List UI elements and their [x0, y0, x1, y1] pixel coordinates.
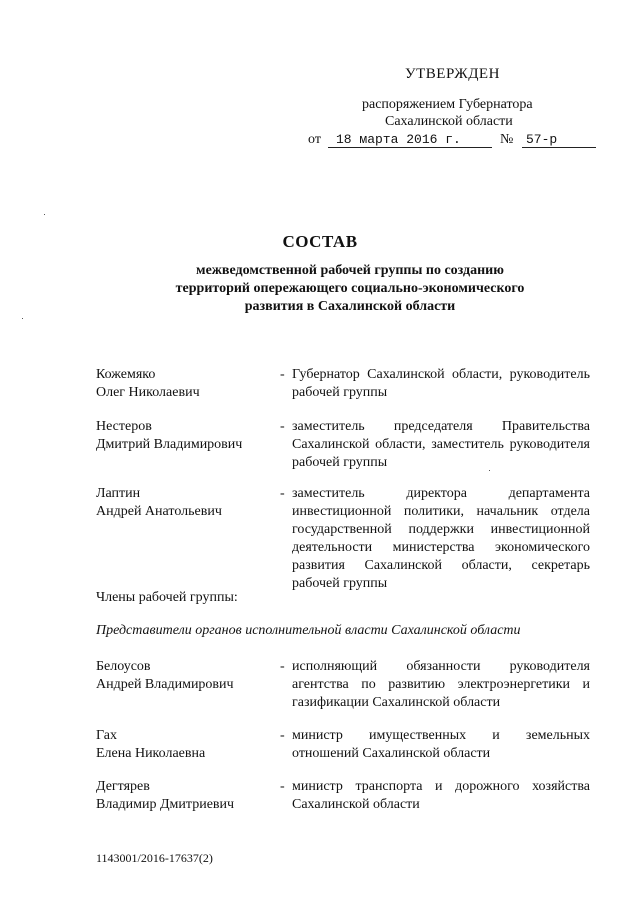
scan-speck	[489, 470, 490, 471]
member-dash: -	[280, 367, 285, 382]
member-role: министр имущественных и земельных отношений Сахалинской области	[292, 728, 590, 761]
order-date-field: 18 марта 2016 г.	[328, 132, 492, 148]
member-role: Губернатор Сахалинской области, руководитель рабочей группы	[292, 367, 590, 400]
number-label: №	[500, 132, 514, 147]
member-surname: Белоусов	[96, 659, 151, 674]
scan-speck	[44, 214, 45, 215]
member-name	[96, 778, 271, 814]
member-role: исполняющий обязанности руководителя агентства по развитию электроэнергетики и газификации Сахалинской области	[292, 659, 590, 710]
member-surname: Кожемяко	[96, 367, 156, 382]
member-given-names: Дмитрий Владимирович	[96, 437, 243, 452]
approved-heading: УТВЕРЖДЕН	[405, 66, 500, 82]
document-title: СОСТАВ	[282, 232, 358, 251]
scan-speck	[22, 318, 23, 319]
member-given-names: Владимир Дмитриевич	[96, 797, 235, 812]
member-surname: Дегтярев	[96, 779, 150, 794]
members-label: Члены рабочей группы:	[96, 590, 238, 605]
member-name	[96, 485, 271, 521]
member-dash: -	[280, 486, 285, 501]
member-surname: Нестеров	[96, 419, 152, 434]
member-given-names: Андрей Владимирович	[96, 677, 234, 692]
document-registration-code: 1143001/2016-17637(2)	[96, 851, 213, 865]
section-label: Представители органов исполнительной власти Сахалинской области	[96, 623, 521, 638]
member-dash: -	[280, 659, 285, 674]
order-number-field: 57-р	[522, 132, 596, 148]
member-role: заместитель директора департамента инвестиционной политики, начальник отдела государственной поддержки инвестиционной деятельности министерства экономического развития Сахалинской области, секретарь рабочей группы	[292, 486, 590, 591]
member-surname: Лаптин	[96, 486, 141, 501]
member-given-names: Андрей Анатольевич	[96, 504, 222, 519]
member-dash: -	[280, 779, 285, 794]
member-name	[96, 658, 271, 694]
member-dash: -	[280, 419, 285, 434]
member-surname: Гах	[96, 728, 117, 743]
from-label: от	[308, 132, 321, 147]
order-issuer-line2: Сахалинской области	[385, 114, 513, 129]
member-given-names: Олег Николаевич	[96, 385, 200, 400]
member-name	[96, 418, 271, 454]
document-subtitle: межведомственной рабочей группы по созданию территорий опережающего социально-экономического развития в Сахалинской области	[175, 263, 525, 314]
member-given-names: Елена Николаевна	[96, 746, 206, 761]
order-issuer-line1: распоряжением Губернатора	[362, 97, 533, 112]
member-role: министр транспорта и дорожного хозяйства Сахалинской области	[292, 779, 590, 812]
member-name	[96, 366, 271, 402]
member-role: заместитель председателя Правительства Сахалинской области, заместитель руководителя рабочей группы	[292, 419, 590, 470]
member-name	[96, 727, 271, 763]
member-dash: -	[280, 728, 285, 743]
